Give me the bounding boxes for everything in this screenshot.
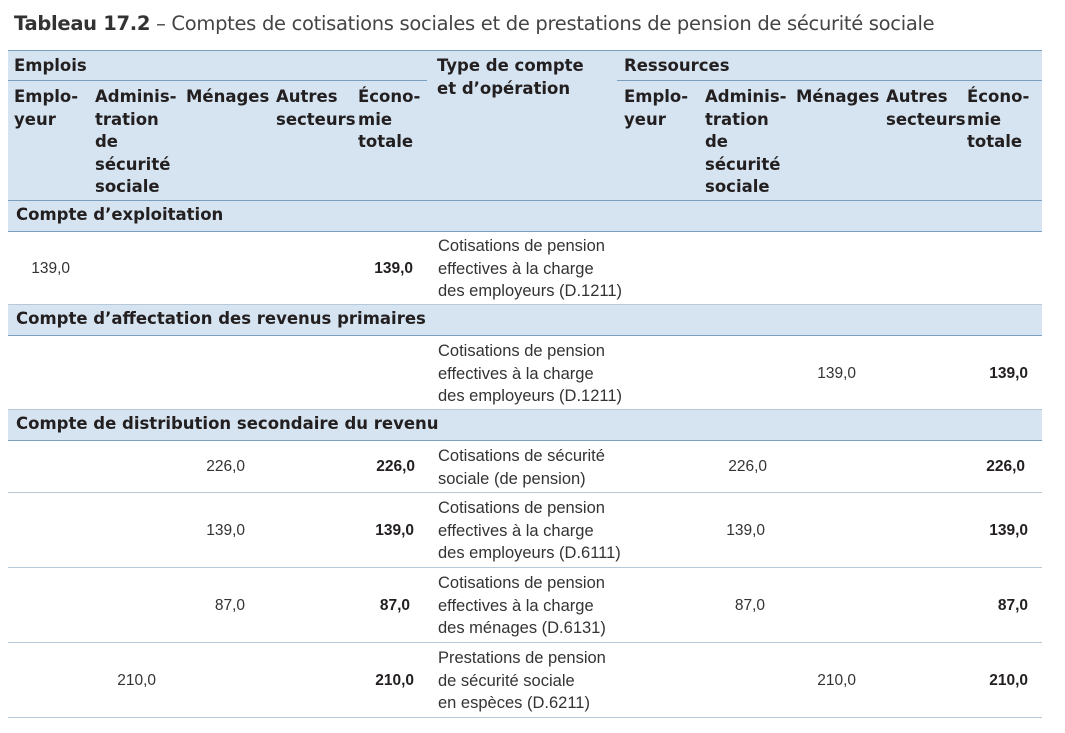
desc-line: effectives à la charge [438, 259, 594, 278]
cell-uses-menages: 139,0 [206, 522, 245, 539]
cell-uses-total: 226,0 [376, 458, 415, 475]
header-type-line: Type de compte [437, 56, 584, 75]
cell-uses-total: 87,0 [379, 597, 410, 614]
row-divider [8, 642, 1042, 643]
col-line: totale [358, 132, 414, 151]
col-line: Autres [886, 87, 948, 106]
cell-resources-menages: 210,0 [817, 672, 856, 689]
desc-line: effectives à la charge [438, 364, 594, 383]
cell-resources-total: 226,0 [986, 458, 1025, 475]
emplois-rule [8, 80, 427, 81]
col-line: de [705, 132, 729, 151]
col-line: tration [705, 109, 769, 129]
cell-uses-employeur: 139,0 [31, 260, 70, 277]
row-divider [8, 567, 1042, 568]
col-line: Emplo- [14, 87, 79, 106]
col-line: Ménages [186, 87, 270, 106]
cell-resources-total: 139,0 [989, 365, 1028, 382]
desc-line: Cotisations de sécurité [438, 447, 605, 465]
ressources-rule [617, 80, 1042, 81]
table-title [14, 12, 934, 35]
col-line: mie [967, 109, 1002, 129]
desc-line: des ménages (D.6131) [438, 619, 606, 637]
desc-line: des employeurs (D.1211) [438, 282, 623, 300]
col-line: mie [358, 109, 393, 129]
cell-resources-total: 87,0 [997, 597, 1028, 614]
col-line: Écono- [358, 87, 421, 106]
cell-resources-administration: 87,0 [734, 597, 765, 614]
cell-resources-administration: 139,0 [726, 522, 765, 539]
header-type-line: et d’opération [437, 78, 571, 98]
cell-resources-total: 210,0 [989, 672, 1028, 689]
col-line: yeur [624, 109, 666, 129]
header-ressources: Ressources [624, 56, 730, 75]
table-caption: Comptes de cotisations sociales et de prestations de pension de sécurité sociale [171, 12, 935, 35]
col-economie-resources [967, 86, 1029, 154]
cell-resources-menages: 139,0 [817, 365, 856, 382]
row-divider [8, 492, 1042, 493]
section-header [8, 201, 1042, 232]
section-title: Compte d’affectation des revenus primaires [16, 309, 426, 328]
cell-uses-total: 210,0 [375, 672, 414, 689]
col-line: Écono- [967, 87, 1030, 106]
col-line: tration [95, 109, 159, 129]
section-title: Compte de distribution secondaire du revenu [16, 414, 439, 433]
section-title: Compte d’exploitation [16, 205, 224, 224]
col-line: Ménages [796, 87, 880, 106]
desc-line: en espèces (D.6211) [438, 694, 590, 712]
desc-line: Cotisations de pension [438, 237, 605, 255]
col-administration-uses [95, 86, 177, 199]
desc-line: sociale (de pension) [438, 469, 586, 488]
desc-line: Cotisations de pension [438, 574, 605, 592]
desc-line: des employeurs (D.6111) [438, 544, 621, 562]
cell-resources-administration: 226,0 [728, 458, 767, 475]
col-menages-resources [796, 86, 879, 109]
col-line: yeur [14, 109, 56, 129]
col-line: Autres [276, 87, 338, 106]
row-description [438, 647, 606, 715]
col-autres-uses [276, 86, 356, 131]
col-line: totale [967, 132, 1023, 151]
col-line: secteurs [886, 109, 966, 129]
header-type [437, 55, 584, 100]
desc-line: Cotisations de pension [438, 499, 605, 517]
col-line: sociale [705, 177, 770, 196]
col-employeur-uses [14, 86, 78, 131]
desc-line: Prestations de pension [438, 649, 606, 667]
row-divider [8, 717, 1042, 718]
cell-uses-total: 139,0 [374, 260, 413, 277]
cell-uses-total: 139,0 [375, 522, 414, 539]
col-administration-resources [705, 86, 787, 199]
cell-uses-menages: 87,0 [214, 597, 245, 614]
desc-line: de sécurité sociale [438, 671, 575, 690]
section-header [8, 410, 1042, 441]
cell-uses-menages: 226,0 [206, 458, 245, 475]
col-line: Adminis- [95, 87, 177, 106]
col-line: de [95, 132, 119, 151]
row-description [438, 235, 622, 303]
col-menages-uses [186, 86, 269, 109]
row-description [438, 572, 606, 640]
col-line: sécurité [705, 154, 781, 174]
desc-line: Cotisations de pension [438, 342, 605, 360]
col-line: Emplo- [624, 87, 689, 106]
desc-line: des employeurs (D.1211) [438, 387, 623, 405]
col-line: sociale [95, 177, 160, 196]
section-header [8, 305, 1042, 336]
header-top-rule [8, 50, 1042, 51]
row-description [438, 340, 622, 408]
desc-line: effectives à la charge [438, 596, 594, 615]
row-description [438, 497, 621, 565]
col-economie-uses [358, 86, 420, 154]
col-autres-resources [886, 86, 966, 131]
title-separator: – [150, 12, 172, 35]
cell-uses-administration: 210,0 [117, 672, 156, 689]
col-line: Adminis- [705, 87, 787, 106]
table-number: Tableau 17.2 [14, 12, 151, 35]
col-line: secteurs [276, 109, 356, 129]
header-emplois: Emplois [14, 56, 87, 75]
desc-line: effectives à la charge [438, 521, 594, 540]
col-line: sécurité [95, 154, 171, 174]
col-employeur-resources [624, 86, 688, 131]
cell-resources-total: 139,0 [989, 522, 1028, 539]
row-description [438, 445, 605, 490]
